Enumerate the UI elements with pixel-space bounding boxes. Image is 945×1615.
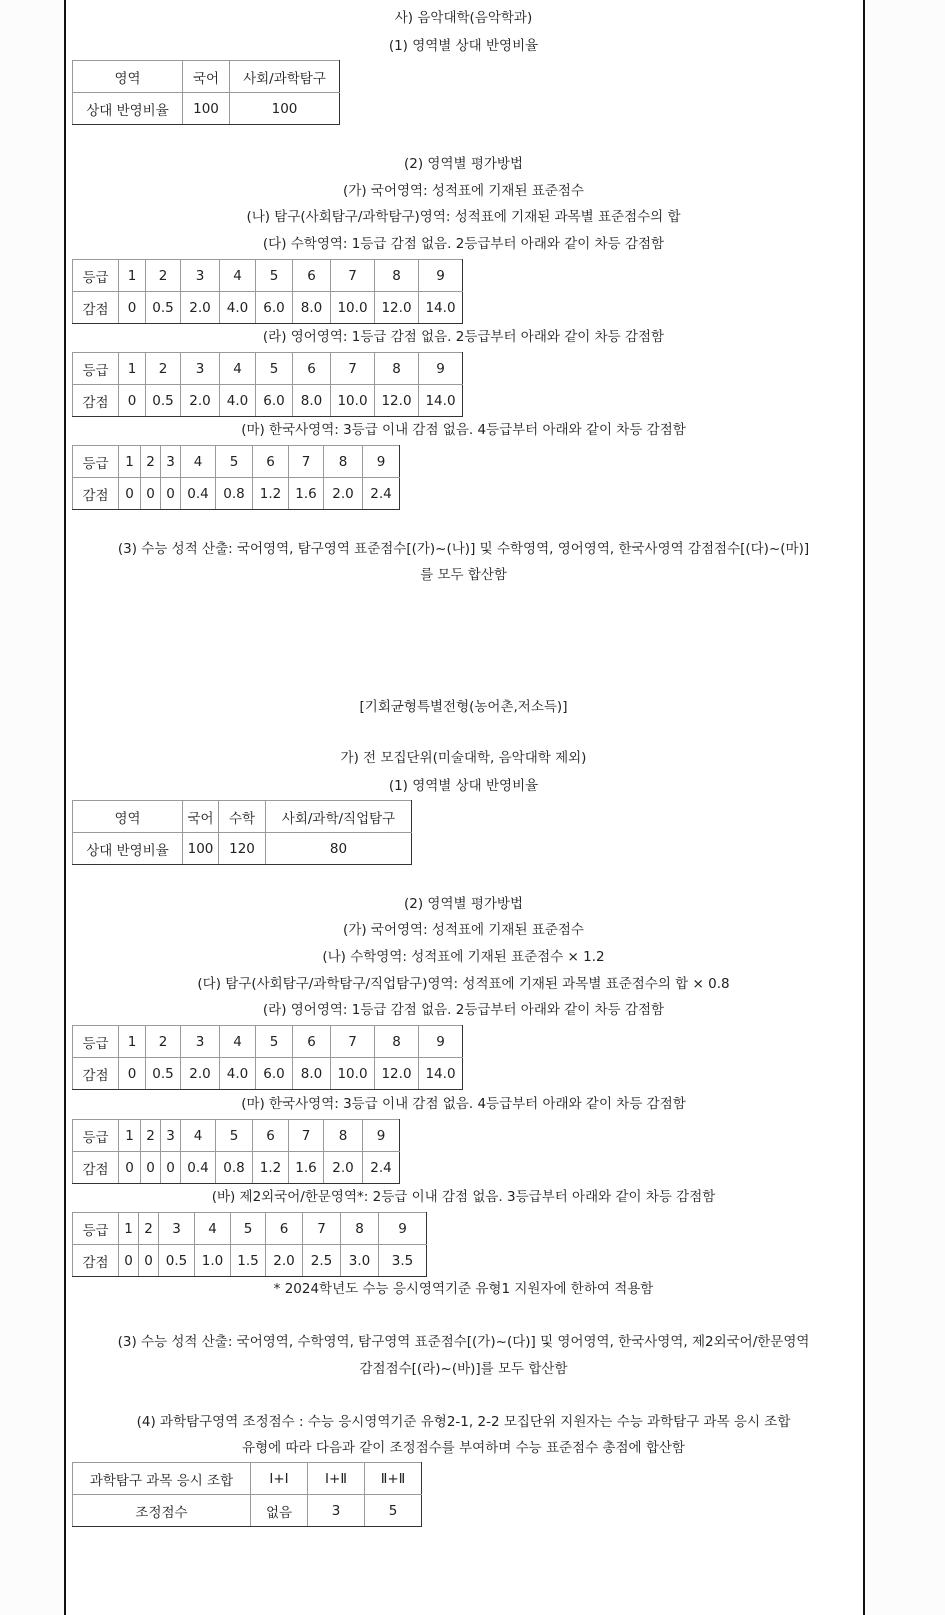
table-row bbox=[73, 353, 463, 385]
table-cell: 3 bbox=[308, 1495, 365, 1527]
table-cell: 1.0 bbox=[195, 1245, 231, 1277]
calc-line-1: (3) 수능 성적 산출: 국어영역, 수학영역, 탐구영역 표준점수[(가)~(다)] 및 영어영역, 한국사영역, 제2외국어/한문영역 bbox=[117, 1334, 810, 1350]
calc-line-2: 감점점수[(라)~(바)]를 모두 합산함 bbox=[359, 1361, 568, 1377]
table-cell: 8 bbox=[375, 260, 419, 292]
table-cell: 2 bbox=[146, 1026, 181, 1058]
table-cell: 0 bbox=[141, 1152, 161, 1184]
table-cell: 10.0 bbox=[331, 292, 375, 324]
table-cell: 6 bbox=[293, 1026, 331, 1058]
table-cell: 100 bbox=[230, 93, 340, 125]
table-cell: 0 bbox=[119, 1245, 139, 1277]
table-cell: 2 bbox=[141, 446, 161, 478]
row-label: 등급 bbox=[73, 1120, 119, 1152]
calc-line-1: (3) 수능 성적 산출: 국어영역, 탐구영역 표준점수[(가)~(나)] 및 수학영역, 영어영역, 한국사영역 감점점수[(다)~(마)] bbox=[117, 541, 810, 557]
math-deduction-table bbox=[72, 259, 463, 324]
table-cell: 0 bbox=[119, 478, 141, 510]
table-header: 영역 bbox=[73, 801, 183, 833]
table-cell: 0 bbox=[161, 478, 181, 510]
table-cell: 3 bbox=[161, 446, 181, 478]
table-cell: 14.0 bbox=[419, 1058, 463, 1090]
table-cell: 4.0 bbox=[220, 292, 256, 324]
table-cell: 5 bbox=[365, 1495, 422, 1527]
row-label: 감점 bbox=[73, 1152, 119, 1184]
table-cell: 4 bbox=[195, 1213, 231, 1245]
ratio-table-music bbox=[72, 60, 340, 125]
table-cell: 1.5 bbox=[231, 1245, 266, 1277]
english-deduction-table bbox=[72, 352, 463, 417]
table-cell: 4.0 bbox=[220, 1058, 256, 1090]
table-cell: 1 bbox=[119, 353, 146, 385]
item-na: (나) 수학영역: 성적표에 기재된 표준점수 × 1.2 bbox=[322, 949, 605, 965]
adjust-line-1: (4) 과학탐구영역 조정점수 : 수능 응시영역기준 유형2-1, 2-2 모집단위 지원자는 수능 과학탐구 과목 응시 조합 bbox=[136, 1414, 791, 1430]
table-cell: 4 bbox=[220, 353, 256, 385]
table-cell: 2.0 bbox=[181, 292, 220, 324]
table-header: 영역 bbox=[73, 61, 183, 93]
row-label: 감점 bbox=[73, 1245, 119, 1277]
table-cell: 100 bbox=[183, 93, 230, 125]
row-label: 감점 bbox=[73, 385, 119, 417]
table-cell: 8 bbox=[324, 1120, 363, 1152]
table-cell: 2 bbox=[141, 1120, 161, 1152]
table-cell: 2.4 bbox=[363, 1152, 400, 1184]
table-cell: 4 bbox=[220, 1026, 256, 1058]
history-deduction-table bbox=[72, 1119, 400, 1184]
table-cell: 없음 bbox=[251, 1495, 308, 1527]
table-row bbox=[73, 1152, 400, 1184]
table-row bbox=[73, 1245, 427, 1277]
table-cell: 6.0 bbox=[256, 292, 293, 324]
table-cell: 6.0 bbox=[256, 1058, 293, 1090]
item-da: (다) 탐구(사회탐구/과학탐구/직업탐구)영역: 성적표에 기재된 과목별 표준점수의 합 × 0.8 bbox=[197, 976, 730, 992]
table-cell: 14.0 bbox=[419, 292, 463, 324]
table-cell: 120 bbox=[219, 833, 266, 865]
row-label: 등급 bbox=[73, 260, 119, 292]
table-cell: 5 bbox=[256, 260, 293, 292]
item-ga: (가) 국어영역: 성적표에 기재된 표준점수 bbox=[343, 922, 584, 938]
item-ma: (마) 한국사영역: 3등급 이내 감점 없음. 4등급부터 아래와 같이 차등 감점함 bbox=[241, 422, 686, 438]
table-cell: 12.0 bbox=[375, 1058, 419, 1090]
method-heading: (2) 영역별 평가방법 bbox=[404, 896, 523, 912]
table-cell: 3 bbox=[181, 1026, 220, 1058]
table-cell: 2.4 bbox=[363, 478, 400, 510]
table-cell: 1 bbox=[119, 260, 146, 292]
table-header: Ⅰ+Ⅰ bbox=[251, 1463, 308, 1495]
row-label: 등급 bbox=[73, 353, 119, 385]
table-header: 국어 bbox=[183, 801, 219, 833]
english-deduction-table bbox=[72, 1025, 463, 1090]
table-cell: 8 bbox=[375, 1026, 419, 1058]
table-cell: 6.0 bbox=[256, 385, 293, 417]
table-cell: 0 bbox=[119, 292, 146, 324]
table-cell: 10.0 bbox=[331, 385, 375, 417]
table-cell: 상대 반영비율 bbox=[73, 833, 183, 865]
item-ba: (바) 제2외국어/한문영역*: 2등급 이내 감점 없음. 3등급부터 아래와 같이 차등 감점함 bbox=[211, 1189, 716, 1205]
table-header: 국어 bbox=[183, 61, 230, 93]
table-cell: 9 bbox=[419, 353, 463, 385]
table-cell: 0.4 bbox=[181, 1152, 216, 1184]
ratio-table-special bbox=[72, 800, 412, 865]
table-row bbox=[73, 478, 400, 510]
table-cell: 2.0 bbox=[181, 385, 220, 417]
table-cell: 3.0 bbox=[341, 1245, 379, 1277]
table-cell: 3 bbox=[159, 1213, 195, 1245]
table-cell: 0.5 bbox=[159, 1245, 195, 1277]
table-cell: 12.0 bbox=[375, 385, 419, 417]
table-header: 사회/과학/직업탐구 bbox=[266, 801, 412, 833]
table-cell: 1.6 bbox=[289, 1152, 324, 1184]
table-row bbox=[73, 260, 463, 292]
row-label: 등급 bbox=[73, 1026, 119, 1058]
table-cell: 9 bbox=[363, 1120, 400, 1152]
table-cell: 14.0 bbox=[419, 385, 463, 417]
table-cell: 100 bbox=[183, 833, 219, 865]
table-row bbox=[73, 1463, 422, 1495]
history-deduction-table bbox=[72, 445, 400, 510]
item-ra: (라) 영어영역: 1등급 감점 없음. 2등급부터 아래와 같이 차등 감점함 bbox=[262, 1002, 665, 1018]
table-cell: 1 bbox=[119, 1026, 146, 1058]
table-header: 과학탐구 과목 응시 조합 bbox=[73, 1463, 251, 1495]
row-label: 등급 bbox=[73, 1213, 119, 1245]
table-cell: 6 bbox=[266, 1213, 303, 1245]
table-cell: 0 bbox=[139, 1245, 159, 1277]
table-cell: 2.0 bbox=[266, 1245, 303, 1277]
table-cell: 0 bbox=[119, 385, 146, 417]
table-cell: 6 bbox=[293, 353, 331, 385]
table-cell: 9 bbox=[419, 1026, 463, 1058]
table-cell: 9 bbox=[379, 1213, 427, 1245]
ratio-heading: (1) 영역별 상대 반영비율 bbox=[388, 38, 539, 54]
adjust-line-2: 유형에 따라 다음과 같이 조정점수를 부여하며 수능 표준점수 총점에 합산함 bbox=[242, 1440, 685, 1456]
table-row bbox=[73, 1213, 427, 1245]
section-title-special: [기회균형특별전형(농어촌,저소득)] bbox=[359, 699, 568, 715]
table-cell: 0.8 bbox=[216, 478, 253, 510]
table-cell: 7 bbox=[303, 1213, 341, 1245]
table-cell: 7 bbox=[289, 446, 324, 478]
table-row bbox=[73, 385, 463, 417]
footnote: * 2024학년도 수능 응시영역기준 유형1 지원자에 한하여 적용함 bbox=[273, 1281, 654, 1297]
table-cell: 1.6 bbox=[289, 478, 324, 510]
table-cell: 0.4 bbox=[181, 478, 216, 510]
table-row bbox=[73, 801, 412, 833]
item-ra: (라) 영어영역: 1등급 감점 없음. 2등급부터 아래와 같이 차등 감점함 bbox=[262, 329, 665, 345]
table-cell: 3 bbox=[161, 1120, 181, 1152]
table-cell: 2.0 bbox=[181, 1058, 220, 1090]
section-title-music: 사) 음악대학(음악학과) bbox=[394, 10, 533, 26]
table-cell: 6 bbox=[253, 446, 289, 478]
table-cell: 0 bbox=[141, 478, 161, 510]
table-cell: 8 bbox=[375, 353, 419, 385]
method-heading: (2) 영역별 평가방법 bbox=[404, 156, 523, 172]
item-da: (다) 수학영역: 1등급 감점 없음. 2등급부터 아래와 같이 차등 감점함 bbox=[262, 236, 665, 252]
table-cell: 1.2 bbox=[253, 1152, 289, 1184]
table-cell: 2.5 bbox=[303, 1245, 341, 1277]
science-adjustment-table bbox=[72, 1462, 422, 1527]
table-cell: 8.0 bbox=[293, 1058, 331, 1090]
table-cell: 0.5 bbox=[146, 385, 181, 417]
table-cell: 2 bbox=[146, 353, 181, 385]
table-row bbox=[73, 1495, 422, 1527]
table-cell: 4 bbox=[181, 446, 216, 478]
table-cell: 3 bbox=[181, 260, 220, 292]
table-cell: 1 bbox=[119, 446, 141, 478]
table-cell: 0 bbox=[119, 1058, 146, 1090]
table-cell: 4.0 bbox=[220, 385, 256, 417]
table-cell: 8 bbox=[341, 1213, 379, 1245]
calc-line-2: 를 모두 합산함 bbox=[420, 567, 507, 583]
table-cell: 7 bbox=[331, 260, 375, 292]
table-cell: 1 bbox=[119, 1120, 141, 1152]
table-row bbox=[73, 1058, 463, 1090]
table-cell: 8.0 bbox=[293, 385, 331, 417]
table-header: 수학 bbox=[219, 801, 266, 833]
table-cell: 8.0 bbox=[293, 292, 331, 324]
item-ga: (가) 국어영역: 성적표에 기재된 표준점수 bbox=[343, 183, 584, 199]
table-header: Ⅱ+Ⅱ bbox=[365, 1463, 422, 1495]
table-header: 사회/과학탐구 bbox=[230, 61, 340, 93]
table-cell: 4 bbox=[181, 1120, 216, 1152]
table-cell: 2.0 bbox=[324, 1152, 363, 1184]
item-ma: (마) 한국사영역: 3등급 이내 감점 없음. 4등급부터 아래와 같이 차등 감점함 bbox=[241, 1096, 686, 1112]
table-row bbox=[73, 61, 340, 93]
table-cell: 9 bbox=[419, 260, 463, 292]
table-row bbox=[73, 446, 400, 478]
foreign-language-deduction-table bbox=[72, 1212, 427, 1277]
table-cell: 8 bbox=[324, 446, 363, 478]
table-cell: 80 bbox=[266, 833, 412, 865]
table-cell: 4 bbox=[220, 260, 256, 292]
table-cell: 조정점수 bbox=[73, 1495, 251, 1527]
table-cell: 상대 반영비율 bbox=[73, 93, 183, 125]
table-row bbox=[73, 1120, 400, 1152]
table-cell: 0.8 bbox=[216, 1152, 253, 1184]
table-cell: 5 bbox=[256, 353, 293, 385]
row-label: 감점 bbox=[73, 1058, 119, 1090]
row-label: 등급 bbox=[73, 446, 119, 478]
ratio-heading: (1) 영역별 상대 반영비율 bbox=[388, 778, 539, 794]
table-cell: 5 bbox=[216, 1120, 253, 1152]
table-cell: 0 bbox=[161, 1152, 181, 1184]
table-cell: 0.5 bbox=[146, 1058, 181, 1090]
table-cell: 1 bbox=[119, 1213, 139, 1245]
table-header: Ⅰ+Ⅱ bbox=[308, 1463, 365, 1495]
table-cell: 0.5 bbox=[146, 292, 181, 324]
table-cell: 1.2 bbox=[253, 478, 289, 510]
table-cell: 5 bbox=[256, 1026, 293, 1058]
table-cell: 2 bbox=[139, 1213, 159, 1245]
table-cell: 7 bbox=[289, 1120, 324, 1152]
table-cell: 10.0 bbox=[331, 1058, 375, 1090]
table-row bbox=[73, 292, 463, 324]
table-cell: 7 bbox=[331, 1026, 375, 1058]
table-cell: 0 bbox=[119, 1152, 141, 1184]
table-cell: 6 bbox=[293, 260, 331, 292]
table-row bbox=[73, 833, 412, 865]
table-cell: 9 bbox=[363, 446, 400, 478]
row-label: 감점 bbox=[73, 292, 119, 324]
table-cell: 5 bbox=[216, 446, 253, 478]
table-row bbox=[73, 93, 340, 125]
item-na: (나) 탐구(사회탐구/과학탐구)영역: 성적표에 기재된 과목별 표준점수의 합 bbox=[246, 209, 681, 225]
table-cell: 3 bbox=[181, 353, 220, 385]
table-cell: 2.0 bbox=[324, 478, 363, 510]
table-cell: 6 bbox=[253, 1120, 289, 1152]
table-row bbox=[73, 1026, 463, 1058]
row-label: 감점 bbox=[73, 478, 119, 510]
table-cell: 12.0 bbox=[375, 292, 419, 324]
subsection-title: 가) 전 모집단위(미술대학, 음악대학 제외) bbox=[340, 750, 587, 766]
table-cell: 3.5 bbox=[379, 1245, 427, 1277]
table-cell: 2 bbox=[146, 260, 181, 292]
table-cell: 5 bbox=[231, 1213, 266, 1245]
table-cell: 7 bbox=[331, 353, 375, 385]
